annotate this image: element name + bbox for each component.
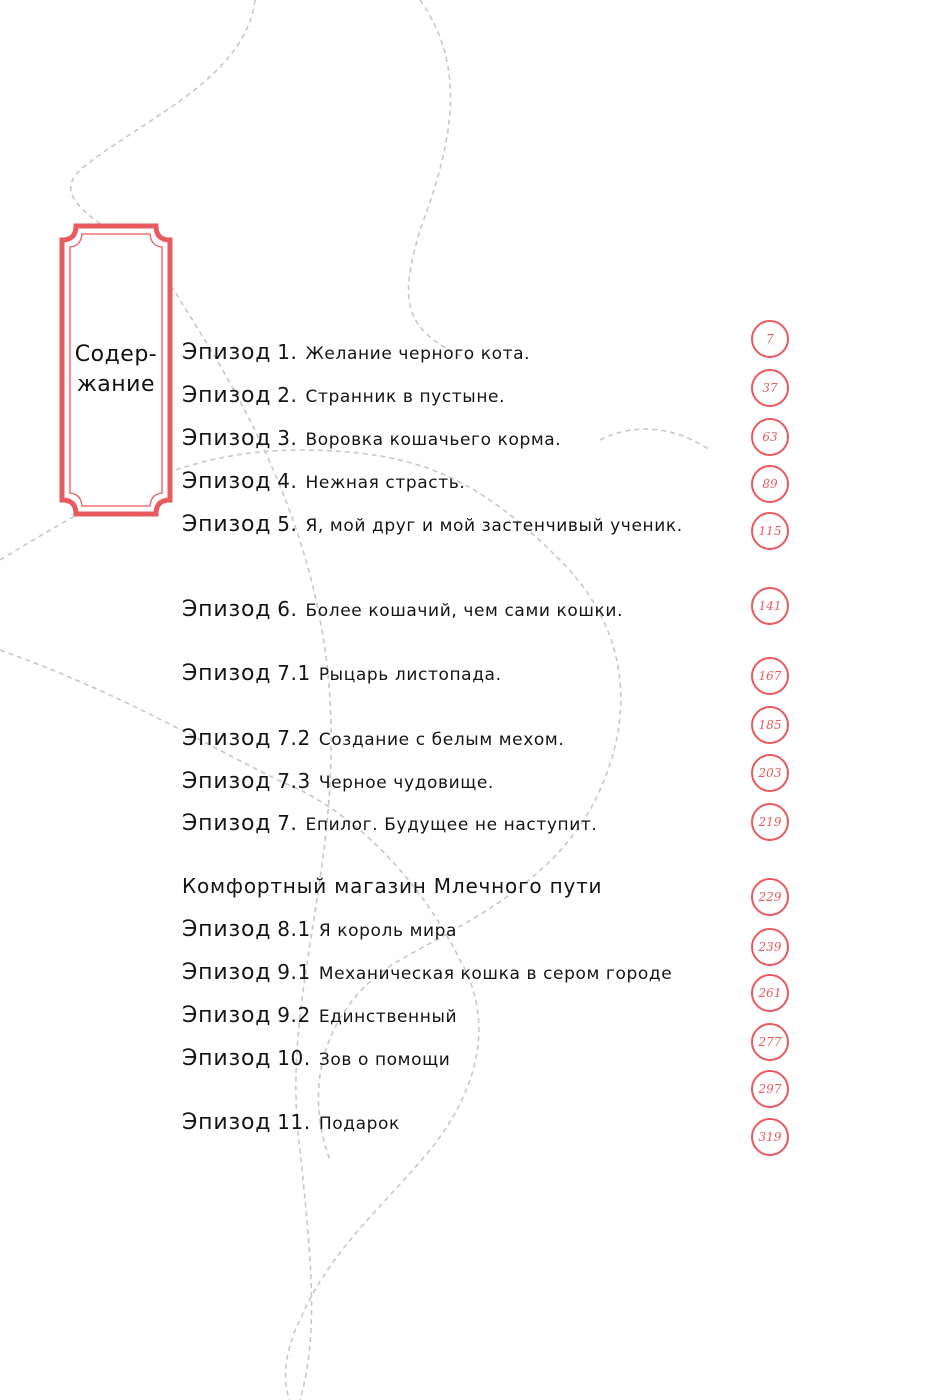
- episode-label: Эпизод: [182, 769, 272, 794]
- episode-title: Желание черного кота.: [305, 344, 531, 364]
- episode-number: 7.3: [277, 769, 311, 793]
- toc-entry-5[interactable]: [182, 512, 683, 538]
- episode-number: 4.: [277, 469, 298, 493]
- episode-number: 7.1: [277, 661, 311, 685]
- page-number-badge: 167: [751, 657, 789, 695]
- episode-label: Эпизод: [182, 917, 272, 942]
- episode-title: Я, мой друг и мой застенчивый ученик.: [305, 516, 683, 536]
- episode-label: Эпизод: [182, 469, 272, 494]
- episode-number: 11.: [277, 1110, 311, 1134]
- episode-title: Странник в пустыне.: [305, 387, 506, 407]
- toc-entry-3[interactable]: [182, 426, 561, 452]
- episode-title: Черное чудовище.: [318, 773, 494, 793]
- episode-label: Эпизод: [182, 340, 272, 365]
- toc-entry-15[interactable]: [182, 1046, 450, 1072]
- episode-label: Эпизод: [182, 960, 272, 985]
- episode-title: Более кошачий, чем сами кошки.: [305, 601, 624, 621]
- episode-label: Эпизод: [182, 661, 272, 686]
- episode-number: 2.: [277, 383, 298, 407]
- page-number-badge: 219: [751, 803, 789, 841]
- toc-entry-1[interactable]: [182, 340, 530, 366]
- page-number-badge: 115: [751, 512, 789, 550]
- episode-number: 6.: [277, 597, 298, 621]
- episode-title: Я король мира: [318, 921, 458, 941]
- episode-label: Эпизод: [182, 426, 272, 451]
- episode-number: 3.: [277, 426, 298, 450]
- episode-number: 5.: [277, 512, 298, 536]
- page-number-badge: 89: [751, 465, 789, 503]
- episode-title: Подарок: [318, 1114, 400, 1134]
- episode-label: Эпизод: [182, 512, 272, 537]
- toc-entry-13[interactable]: [182, 960, 672, 986]
- episode-title: Епилог. Будущее не наступит.: [305, 815, 598, 835]
- episode-title: Механическая кошка в сером городе: [318, 964, 673, 984]
- toc-entry-2[interactable]: [182, 383, 505, 409]
- episode-label: Эпизод: [182, 811, 272, 836]
- toc-entry-9[interactable]: [182, 769, 494, 795]
- episode-title: Нежная страсть.: [305, 473, 466, 493]
- episode-title: Зов о помощи: [318, 1050, 451, 1070]
- episode-label: Эпизод: [182, 1046, 272, 1071]
- page-number-badge: 239: [751, 928, 789, 966]
- page-number-badge: 261: [751, 974, 789, 1012]
- page-number-badge: 185: [751, 706, 789, 744]
- page-number-badge: 203: [751, 754, 789, 792]
- toc-entry-12[interactable]: [182, 917, 457, 943]
- episode-title: Воровка кошачьего корма.: [305, 430, 562, 450]
- page-number-badge: 63: [751, 418, 789, 456]
- toc-entry-16[interactable]: [182, 1110, 400, 1136]
- toc-section-heading[interactable]: [182, 874, 602, 898]
- episode-number: 9.2: [277, 1003, 311, 1027]
- toc-entry-14[interactable]: [182, 1003, 457, 1029]
- toc-title: [58, 340, 174, 400]
- page-number-badge: 141: [751, 587, 789, 625]
- episode-label: Эпизод: [182, 597, 272, 622]
- toc-title-line-2: жание: [76, 372, 156, 397]
- page-number-badge: 319: [751, 1118, 789, 1156]
- episode-label: Эпизод: [182, 383, 272, 408]
- toc-entry-6[interactable]: [182, 597, 623, 623]
- page-number-badge: 229: [751, 878, 789, 916]
- toc-entry-4[interactable]: [182, 469, 465, 495]
- page-number-badge: 37: [751, 369, 789, 407]
- episode-label: Эпизод: [182, 1110, 272, 1135]
- page-number-badge: 277: [751, 1023, 789, 1061]
- episode-title: Рыцарь листопада.: [318, 665, 502, 685]
- episode-number: 9.1: [277, 960, 311, 984]
- page-number-badge: 297: [751, 1070, 789, 1108]
- episode-label: Эпизод: [182, 1003, 272, 1028]
- episode-number: 10.: [277, 1046, 311, 1070]
- episode-number: 7.2: [277, 726, 311, 750]
- page-number-badge: 7: [751, 320, 789, 358]
- episode-title: Единственный: [318, 1007, 458, 1027]
- episode-title: Создание с белым мехом.: [318, 730, 565, 750]
- toc-title-line-1: Содер-: [74, 342, 158, 367]
- episode-number: 7.: [277, 811, 298, 835]
- episode-number: 8.1: [277, 917, 311, 941]
- section-title: Комфортный магазин Млечного пути: [182, 874, 603, 898]
- toc-entry-7[interactable]: [182, 661, 502, 687]
- toc-entry-10[interactable]: [182, 811, 597, 837]
- episode-label: Эпизод: [182, 726, 272, 751]
- toc-entry-8[interactable]: [182, 726, 564, 752]
- episode-number: 1.: [277, 340, 298, 364]
